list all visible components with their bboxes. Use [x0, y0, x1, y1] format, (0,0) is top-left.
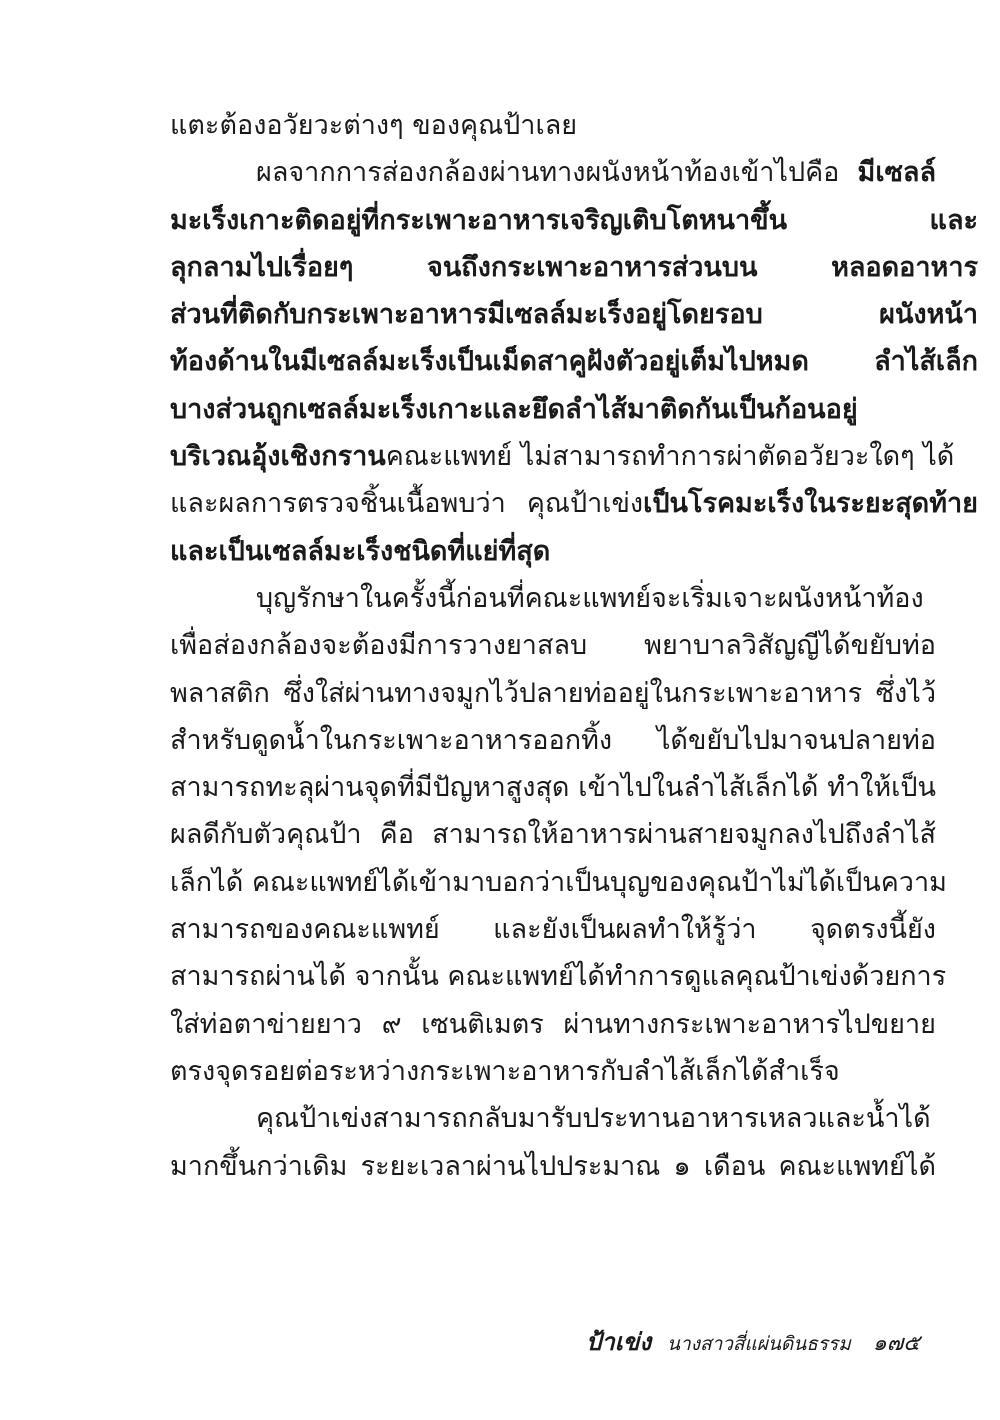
text-line	[170, 244, 978, 291]
bold-text-run: มีเซลล์	[857, 157, 936, 189]
page-body	[170, 102, 978, 1190]
bold-text-run: ลุกลามไปเรื่อยๆ จนถึงกระเพาะอาหารส่วนบน หลอดอาหาร	[170, 251, 978, 283]
text-line	[170, 670, 936, 717]
text-run: สามารถของคณะแพทย์ และยังเป็นผลทำให้รู้ว่า จุดตรงนี้ยัง	[170, 914, 936, 946]
text-run: ผลจากการส่องกล้องผ่านทางผนังหน้าท้องเข้าไปคือ	[256, 157, 858, 189]
text-line	[170, 1095, 936, 1142]
bold-text-run: ท้องด้านในมีเซลล์มะเร็งเป็นเม็ดสาคูฝังตัวอยู่เต็มไปหมด ลำไส้เล็ก	[170, 346, 978, 378]
text-run: บุญรักษาในครั้งนี้ก่อนที่คณะแพทย์จะเริ่มเจาะผนังหน้าท้อง	[256, 582, 924, 614]
text-run: สำหรับดูดน้ำในกระเพาะอาหารออกทิ้ง ได้ขยับไปมาจนปลายท่อ	[170, 724, 936, 756]
bold-text-run: และเป็นเซลล์มะเร็งชนิดที่แย่ที่สุด	[170, 535, 551, 567]
text-line	[170, 433, 955, 480]
text-line	[170, 575, 936, 622]
text-run: แตะต้องอวัยวะต่างๆ ของคุณป้าเลย	[170, 110, 578, 141]
bold-text-run: ส่วนที่ติดกับกระเพาะอาหารมีเซลล์มะเร็งอยู่โดยรอบ ผนังหน้า	[170, 299, 978, 331]
text-line	[170, 764, 936, 811]
text-line	[170, 1143, 936, 1190]
text-line	[170, 338, 978, 385]
text-run: ตรงจุดรอยต่อระหว่างกระเพาะอาหารกับลำไส้เล็กได้สำเร็จ	[170, 1055, 840, 1087]
text-line	[170, 102, 978, 149]
bold-text-run: เป็นโรคมะเร็งในระยะสุดท้าย	[643, 488, 978, 520]
text-line	[170, 622, 936, 669]
text-run: มากขึ้นกว่าเดิม ระยะเวลาผ่านไปประมาณ ๑ เดือน คณะแพทย์ได้	[170, 1150, 936, 1182]
text-line	[170, 1048, 978, 1095]
text-line	[170, 528, 978, 575]
bold-text-run: มะเร็งเกาะติดอยู่ที่กระเพาะอาหารเจริญเติบโตหนาขึ้น และ	[170, 204, 978, 236]
text-line	[170, 717, 936, 764]
text-line	[170, 906, 936, 953]
text-run: คุณป้าเข่งสามารถกลับมารับประทานอาหารเหลวและน้ำได้	[256, 1103, 931, 1135]
text-run: เพื่อส่องกล้องจะต้องมีการวางยาสลบ พยาบาลวิสัญญีได้ขยับท่อ	[170, 630, 936, 662]
text-line	[170, 1001, 936, 1048]
text-line	[170, 291, 978, 338]
text-line	[170, 859, 947, 906]
text-line	[170, 386, 978, 433]
text-run: พลาสติก ซึ่งใส่ผ่านทางจมูกไว้ปลายท่ออยู่ในกระเพาะอาหาร ซึ่งไว้	[170, 677, 936, 709]
text-line	[170, 197, 978, 244]
text-run: เล็กได้ คณะแพทย์ได้เข้ามาบอกว่าเป็นบุญของคุณป้าไม่ได้เป็นความ	[170, 866, 947, 898]
text-run: สามารถผ่านได้ จากนั้น คณะแพทย์ได้ทำการดูแลคุณป้าเข่งด้วยการ	[170, 961, 947, 993]
text-run: ใส่ท่อตาข่ายยาว ๙ เซนติเมตร ผ่านทางกระเพาะอาหารไปขยาย	[170, 1008, 936, 1040]
text-run: และผลการตรวจชิ้นเนื้อพบว่า คุณป้าเข่ง	[170, 488, 644, 520]
text-line	[170, 149, 936, 196]
footer-subtitle: นางสาวสี่แผ่นดินธรรม	[667, 1333, 851, 1355]
text-line	[170, 480, 978, 527]
page-number: ๑๗๕	[872, 1331, 920, 1356]
text-run: คณะแพทย์ ไม่สามารถทำการผ่าตัดอวัยวะใดๆ ได้	[385, 441, 955, 473]
text-run: ผลดีกับตัวคุณป้า คือ สามารถให้อาหารผ่านสายจมูกลงไปถึงลำไส้	[170, 819, 936, 851]
page-footer	[586, 1322, 936, 1362]
bold-text-run: บริเวณอุ้งเชิงกราน	[170, 441, 386, 473]
footer-book-title: ป้าเข่ง	[586, 1327, 652, 1356]
text-run: สามารถทะลุผ่านจุดที่มีปัญหาสูงสุด เข้าไปในลำไส้เล็กได้ ทำให้เป็น	[170, 772, 936, 804]
bold-text-run: บางส่วนถูกเซลล์มะเร็งเกาะและยึดลำไส้มาติดกันเป็นก้อนอยู่	[170, 393, 858, 425]
text-line	[170, 953, 947, 1000]
text-line	[170, 811, 936, 858]
